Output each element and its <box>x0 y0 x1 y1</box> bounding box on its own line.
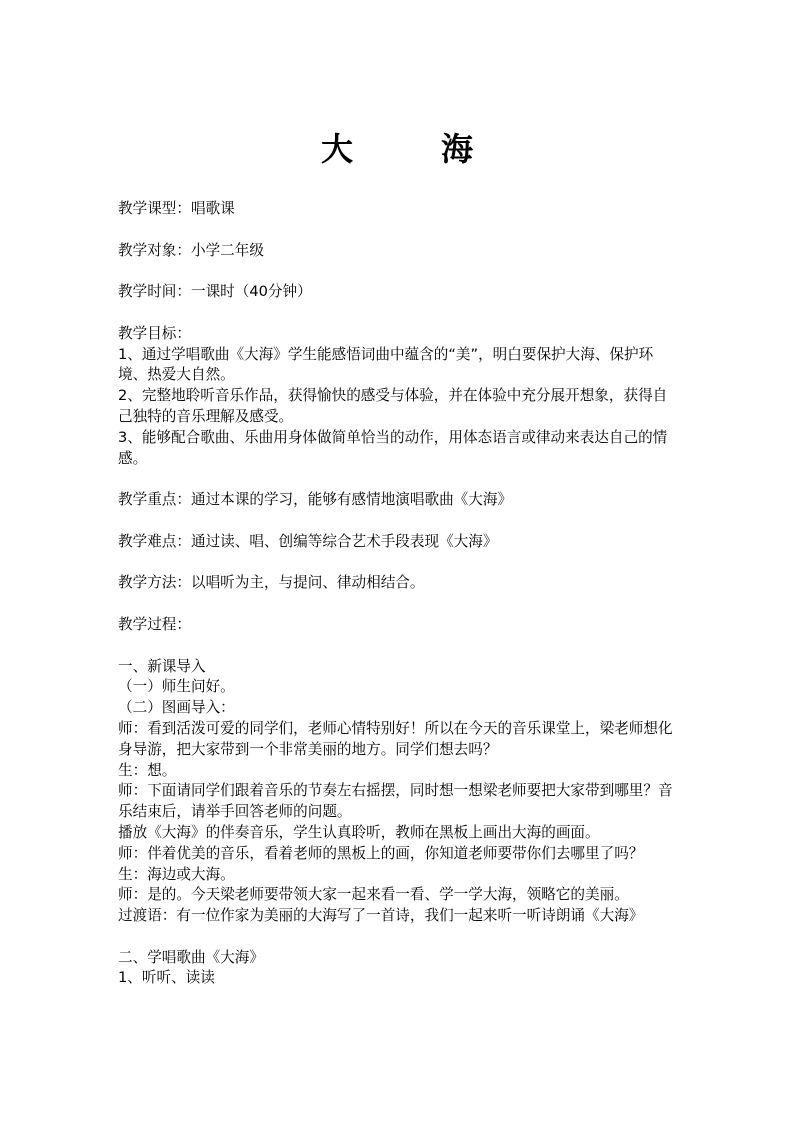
section-line: （一）师生问好。 <box>118 678 235 696</box>
spacer <box>118 469 678 490</box>
goal-item: 3、能够配合歌曲、乐曲用身体做简单恰当的动作，用体态语言或律动来表达自己的情感。 <box>118 428 668 467</box>
section-line: 师：看到活泼可爱的同学们，老师心情特别好！所以在今天的音乐课堂上，梁老师想化身导游，把大家带到一个非常美丽的地方。同学们想去吗？ <box>118 719 673 758</box>
spacer <box>118 220 678 241</box>
section-heading: 一、新课导入 <box>118 657 206 675</box>
section-line: 师：伴着优美的音乐，看着老师的黑板上的画，你知道老师要带你们去哪里了吗？ <box>118 844 644 862</box>
process-heading: 教学过程： <box>118 615 191 633</box>
page-title: 大 海 <box>320 130 501 168</box>
teaching-method: 教学方法：以唱听为主，与提问、律动相结合。 <box>118 574 425 592</box>
section-line: 师：下面请同学们跟着音乐的节奏左右摇摆，同时想一想梁老师要把大家带到哪里？音乐结束后，请举手回答老师的问题。 <box>118 782 673 821</box>
spacer <box>118 553 678 574</box>
section-heading: 二、学唱歌曲《大海》 <box>118 948 264 966</box>
section-line: 师：是的。今天梁老师要带领大家一起来看一看、学一学大海，领略它的美丽。 <box>118 886 629 904</box>
difficulty: 教学难点：通过读、唱、创编等综合艺术手段表现《大海》 <box>118 532 498 550</box>
spacer <box>118 594 678 615</box>
section-line: 过渡语：有一位作家为美丽的大海写了一首诗，我们一起来听一听诗朗诵《大海》 <box>118 907 644 925</box>
goal-item: 1、通过学唱歌曲《大海》学生能感悟词曲中蕴含的“美”，明白要保护大海、保护环境、热爱大自然。 <box>118 345 654 384</box>
section-line: 生：海边或大海。 <box>118 865 235 883</box>
goal-item: 2、完整地聆听音乐作品，获得愉快的感受与体验，并在体验中充分展开想象，获得自己独特的音乐理解及感受。 <box>118 387 668 425</box>
teaching-time: 教学时间：一课时（40分钟） <box>118 283 312 301</box>
section-line: 生：想。 <box>118 761 177 779</box>
section-line: 播放《大海》的伴奏音乐，学生认真聆听，教师在黑板上画出大海的画面。 <box>118 823 600 841</box>
key-point: 教学重点：通过本课的学习，能够有感情地演唱歌曲《大海》 <box>118 491 513 509</box>
spacer <box>118 636 678 657</box>
lesson-type: 教学课型：唱歌课 <box>118 200 235 217</box>
spacer <box>118 511 678 532</box>
teaching-target: 教学对象：小学二年级 <box>118 241 264 259</box>
section-line: 1、听听、读读 <box>118 969 215 987</box>
spacer <box>118 927 678 948</box>
document-body <box>118 199 678 989</box>
section-line: （二）图画导入： <box>118 699 235 717</box>
spacer <box>118 303 678 324</box>
goals-heading: 教学目标： <box>118 324 191 342</box>
spacer <box>118 261 678 282</box>
